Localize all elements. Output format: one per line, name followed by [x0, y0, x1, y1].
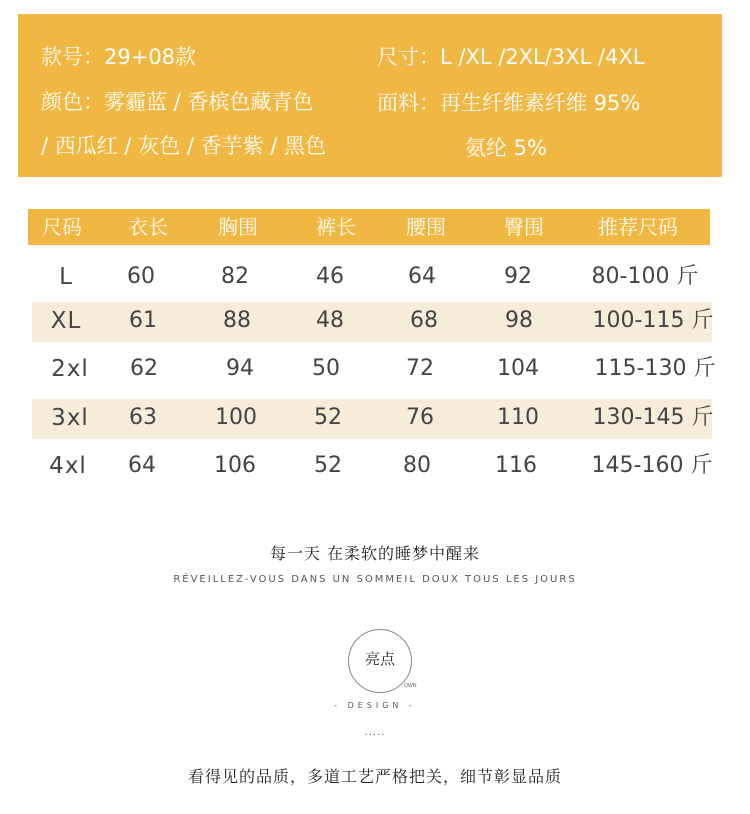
colors-line-2: / 西瓜红 / 灰色 / 香芋紫 / 黑色 [41, 134, 327, 158]
model-number: 款号：29+08款 [41, 45, 197, 69]
badge-label: 亮点 [364, 650, 395, 668]
cell-size: 4xl [49, 453, 87, 479]
cell-recommended: 115-130 斤 [594, 356, 716, 381]
cell-waist: 76 [406, 405, 434, 430]
cell-length: 61 [129, 308, 157, 333]
table-row [32, 399, 712, 439]
cell-pants-length: 46 [316, 264, 344, 289]
cell-chest: 88 [223, 308, 251, 333]
fabric-line-2: 氨纶 5% [465, 136, 547, 160]
cell-chest: 94 [226, 356, 254, 381]
slogan-french: RÉVEILLEZ-VOUS DANS UN SOMMEIL DOUX TOUS LES JOURS [173, 574, 577, 585]
cell-size: 2xl [51, 356, 89, 382]
cell-size: L [59, 264, 73, 290]
size-list: 尺寸：L /XL /2XL/3XL /4XL [377, 45, 645, 69]
cell-pants-length: 50 [312, 356, 340, 381]
table-row [32, 350, 716, 390]
product-info-panel [18, 14, 722, 177]
cell-waist: 68 [410, 308, 438, 333]
header-recommended: 推荐尺码 [598, 215, 678, 239]
cell-recommended: 100-115 斤 [592, 308, 714, 333]
cell-waist: 64 [408, 264, 436, 289]
badge-brand-mark: QWN [404, 683, 417, 689]
cell-recommended: 80-100 斤 [591, 264, 699, 289]
fabric-line-1: 面料：再生纤维素纤维 95% [377, 91, 641, 115]
cell-chest: 106 [214, 453, 256, 478]
header-hip: 臀围 [504, 215, 544, 239]
cell-pants-length: 52 [314, 405, 342, 430]
table-row [32, 447, 712, 487]
cell-length: 62 [130, 356, 158, 381]
cell-hip: 98 [505, 308, 533, 333]
header-waist: 腰围 [406, 215, 446, 239]
highlight-badge [348, 629, 412, 693]
cell-recommended: 145-160 斤 [591, 453, 713, 478]
cell-recommended: 130-145 斤 [592, 405, 714, 430]
cell-pants-length: 52 [314, 453, 342, 478]
cell-length: 60 [127, 264, 155, 289]
header-size: 尺码 [42, 215, 82, 239]
cell-hip: 104 [497, 356, 539, 381]
cell-length: 63 [129, 405, 157, 430]
cell-pants-length: 48 [316, 308, 344, 333]
cell-chest: 100 [215, 405, 257, 430]
table-row [32, 258, 712, 298]
dots-divider: ..... [364, 727, 386, 738]
slogan-chinese: 每一天 在柔软的睡梦中醒来 [269, 544, 481, 563]
header-length: 衣长 [128, 215, 168, 239]
cell-hip: 92 [504, 264, 532, 289]
header-pants-length: 裤长 [316, 215, 356, 239]
cell-hip: 110 [497, 405, 539, 430]
cell-size: XL [50, 308, 82, 334]
quality-statement: 看得见的品质，多道工艺严格把关，细节彰显品质 [187, 767, 562, 786]
colors-line-1: 颜色：雾霾蓝 / 香槟色藏青色 [41, 90, 314, 114]
cell-waist: 72 [406, 356, 434, 381]
header-chest: 胸围 [218, 215, 258, 239]
cell-length: 64 [128, 453, 156, 478]
design-caption: - DESIGN - [334, 701, 416, 710]
cell-chest: 82 [221, 264, 249, 289]
cell-hip: 116 [495, 453, 537, 478]
table-row [32, 302, 712, 342]
cell-waist: 80 [403, 453, 431, 478]
cell-size: 3xl [51, 405, 89, 431]
size-table-header [28, 209, 710, 245]
